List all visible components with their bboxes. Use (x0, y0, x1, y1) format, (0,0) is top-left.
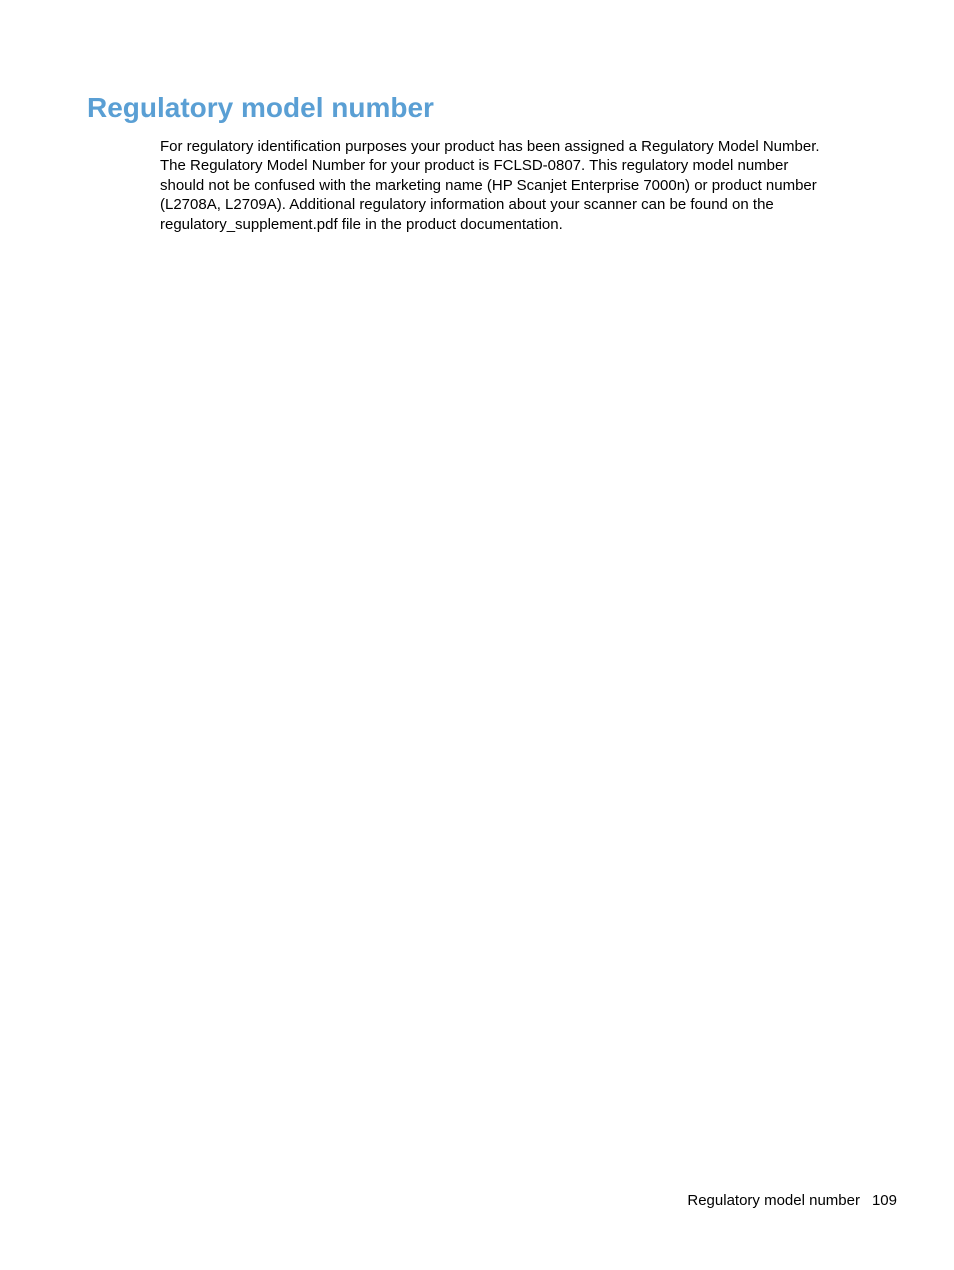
page-footer (687, 1191, 897, 1211)
body-paragraph (160, 137, 880, 234)
footer-section-name: Regulatory model number (687, 1192, 860, 1209)
section-heading: Regulatory model number (87, 92, 434, 123)
page-number: 109 (871, 1192, 897, 1209)
paragraph-line: For regulatory identification purposes your product has been assigned a Regulatory Model Number. (160, 138, 820, 155)
paragraph-line: should not be confused with the marketing name (HP Scanjet Enterprise 7000n) or product number (160, 176, 817, 194)
paragraph-line: The Regulatory Model Number for your product is FCLSD-0807. This regulatory model number (160, 157, 789, 175)
paragraph-line: regulatory_supplement.pdf file in the product documentation. (160, 215, 563, 233)
paragraph-line: (L2708A, L2709A). Additional regulatory information about your scanner can be found on the (160, 196, 774, 214)
